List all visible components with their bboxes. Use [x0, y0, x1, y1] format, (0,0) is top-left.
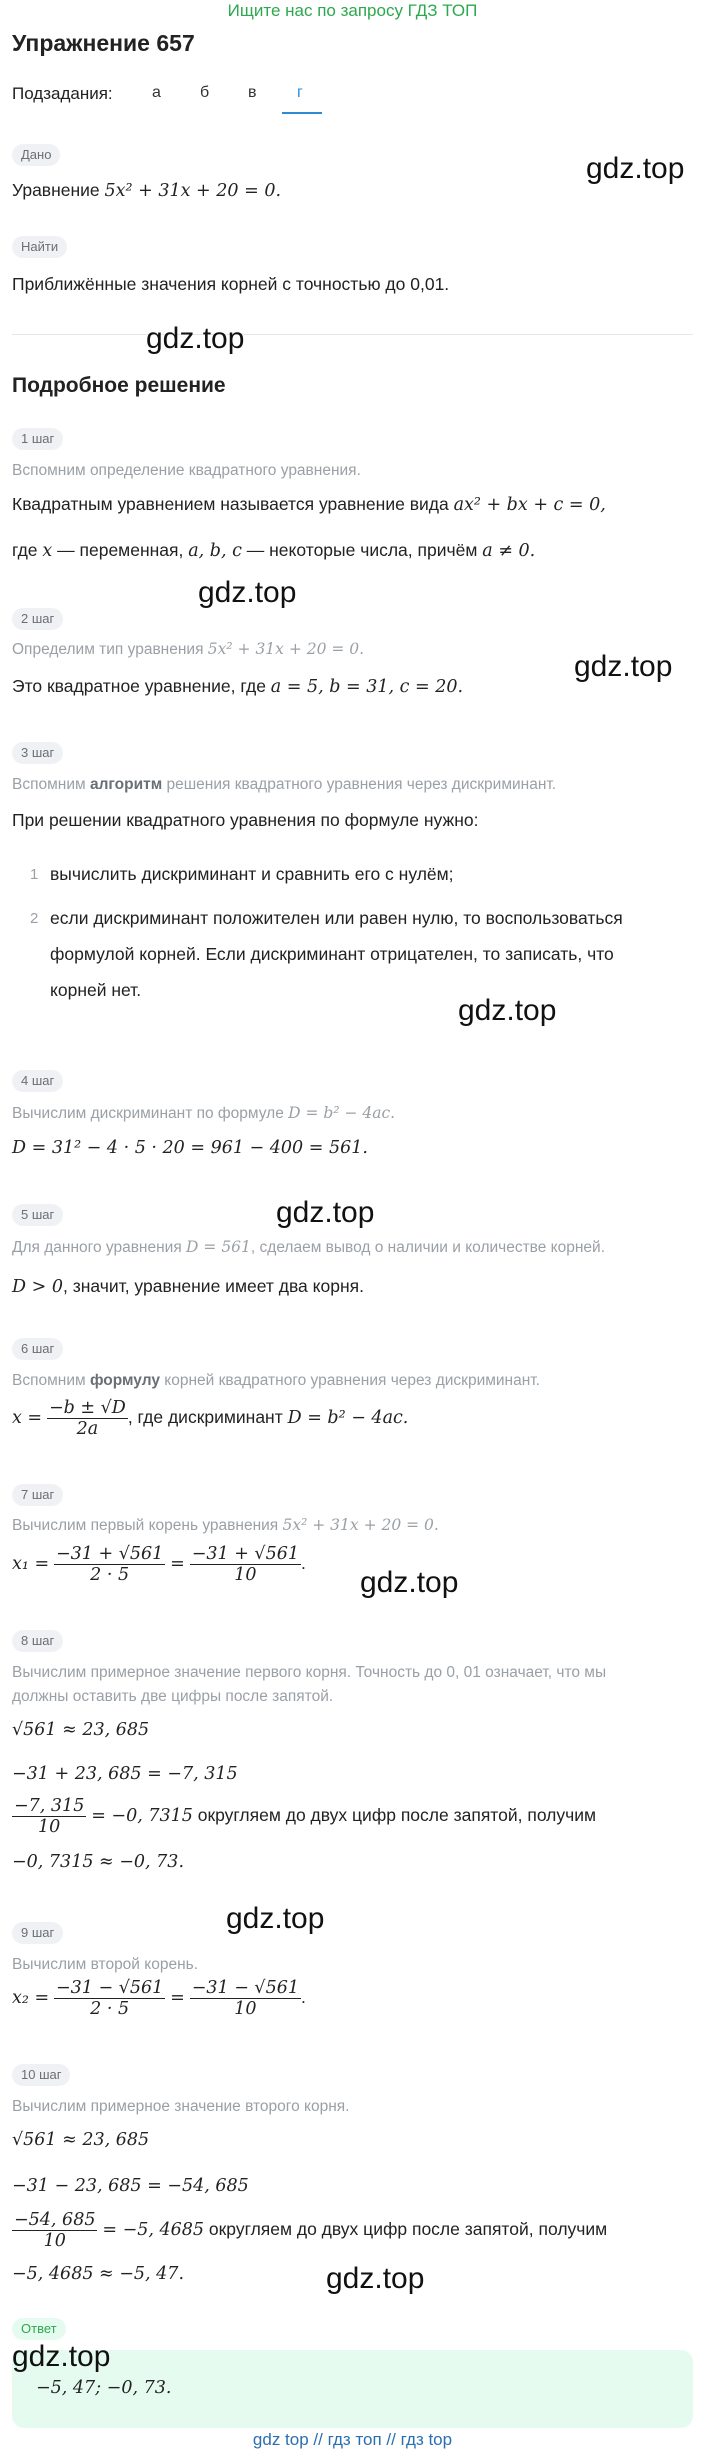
step-9-hint: Вычислим второй корень. — [12, 1956, 199, 1973]
t: где — [12, 540, 43, 560]
step-5-chip: 5 шаг — [12, 1204, 63, 1226]
list-item-1-text: вычислить дискриминант и сравнить его с нулём; — [50, 864, 454, 884]
den: 2 · 5 — [90, 1565, 130, 1585]
list-item-2-number: 2 — [30, 910, 39, 927]
step-9-formula — [12, 1978, 306, 2019]
watermark: gdz.top — [198, 576, 297, 609]
solution-title: Подробное решение — [12, 374, 226, 397]
t: , где дискриминант — [127, 1407, 288, 1428]
step-6-formula — [12, 1398, 408, 1439]
m: D = 561 — [186, 1238, 251, 1256]
t: Вычислим первый корень уравнения — [12, 1517, 283, 1534]
t: Это квадратное уравнение, где — [12, 676, 271, 696]
step-1-line1 — [12, 494, 606, 515]
m: = — [170, 1988, 185, 2009]
fraction — [54, 1978, 165, 2019]
m: x = — [12, 1408, 43, 1429]
den: 10 — [234, 1565, 257, 1585]
watermark: gdz.top — [12, 2340, 111, 2373]
footer-links[interactable]: gdz top // гдз топ // гдз top — [252, 2430, 453, 2449]
den: 10 — [43, 2231, 66, 2251]
list-item-2-line3: корней нет. — [50, 980, 142, 1000]
step-8-hint-2: должны оставить две цифры после запятой. — [12, 1688, 334, 1705]
fraction — [190, 1978, 301, 2019]
num: −31 − √561 — [191, 1978, 299, 1998]
subtasks-label: Подзадания: — [12, 84, 113, 103]
step-3-chip: 3 шаг — [12, 742, 63, 764]
m: = −0, 7315 — [91, 1806, 193, 1827]
find-text: Приближённые значения корней с точностью до 0,01. — [12, 274, 450, 294]
t: Вспомним — [12, 776, 90, 793]
step-10-line-4: −5, 4685 ≈ −5, 47. — [12, 2264, 185, 2284]
t: Для данного уравнения — [12, 1239, 187, 1256]
den: 10 — [38, 1817, 61, 1837]
fraction — [54, 1544, 165, 1585]
step-8-hint-1: Вычислим примерное значение первого корня. Точность до 0, 01 означает, что мы — [12, 1664, 607, 1681]
step-10-chip: 10 шаг — [12, 2064, 70, 2086]
m: = −5, 4685 — [102, 2220, 205, 2241]
given-equation: 5x² + 31x + 20 = 0. — [104, 181, 282, 201]
m: x₂ = — [12, 1988, 50, 2009]
step-2-chip: 2 шаг — [12, 608, 63, 630]
search-banner: Ищите нас по запросу ГДЗ ТОП — [227, 1, 478, 20]
list-item-1-number: 1 — [30, 866, 39, 883]
num: −31 + √561 — [191, 1544, 299, 1564]
watermark: gdz.top — [326, 2262, 425, 2295]
step-8-line-2: −31 + 23, 685 = −7, 315 — [12, 1764, 238, 1784]
step-2-hint — [12, 640, 364, 659]
step-1-line1-text: Квадратным уравнением называется уравнение вида — [12, 494, 454, 514]
step-3-hint — [12, 776, 556, 794]
t: корней квадратного уравнения через дискриминант. — [159, 1372, 540, 1389]
step-2-line — [12, 676, 463, 697]
step-4-chip: 4 шаг — [12, 1070, 63, 1092]
fraction — [12, 2210, 97, 2251]
step-1-line1-math: ax² + bx + c = 0, — [453, 495, 606, 515]
given-text — [12, 180, 281, 201]
t: решения квадратного уравнения через дискриминант. — [162, 776, 557, 793]
m: x₁ = — [12, 1554, 50, 1575]
watermark: gdz.top — [574, 650, 673, 683]
step-7-chip: 7 шаг — [12, 1484, 63, 1506]
t: . — [300, 1987, 306, 2008]
fraction — [12, 1796, 86, 1837]
t: Вычислим дискриминант по формуле — [12, 1105, 289, 1122]
step-10-line-3 — [12, 2210, 607, 2251]
num: −31 + √561 — [56, 1544, 164, 1564]
m: x — [42, 541, 53, 561]
tab-g[interactable]: г — [297, 84, 303, 101]
step-8-line-3 — [12, 1796, 596, 1837]
num: −31 − √561 — [56, 1978, 164, 1998]
page-title: Упражнение 657 — [12, 30, 195, 56]
step-10-line-1: √561 ≈ 23, 685 — [12, 2130, 150, 2150]
step-7-formula — [12, 1544, 306, 1585]
t: , значит, уравнение имеет два корня. — [62, 1276, 364, 1296]
given-chip: Дано — [12, 144, 60, 166]
m: 5x² + 31x + 20 = 0. — [207, 640, 365, 658]
tab-a[interactable]: а — [152, 84, 161, 101]
step-1-hint: Вспомним определение квадратного уравнения. — [12, 462, 361, 479]
step-3-intro: При решении квадратного уравнения по формуле нужно: — [12, 810, 479, 830]
watermark: gdz.top — [586, 152, 685, 185]
find-chip: Найти — [12, 236, 67, 258]
step-9-chip: 9 шаг — [12, 1922, 63, 1944]
given-prefix: Уравнение — [12, 180, 105, 200]
answer-chip: Ответ — [12, 2318, 66, 2340]
active-tab-indicator — [282, 112, 322, 114]
watermark: gdz.top — [146, 322, 245, 355]
answer-text: −5, 47; −0, 73. — [36, 2378, 172, 2398]
step-6-chip: 6 шаг — [12, 1338, 63, 1360]
watermark: gdz.top — [458, 994, 557, 1027]
step-4-hint — [12, 1104, 395, 1123]
watermark: gdz.top — [276, 1196, 375, 1229]
root-formula-fraction — [47, 1398, 128, 1439]
step-6-hint — [12, 1372, 540, 1390]
t: округляем до двух цифр после запятой, получим — [204, 2219, 608, 2240]
divider — [12, 334, 693, 335]
t: округляем до двух цифр после запятой, получим — [192, 1805, 597, 1826]
bold: формулу — [89, 1372, 160, 1389]
t: — переменная, — [52, 540, 189, 560]
bold: алгоритм — [89, 776, 163, 793]
tab-v[interactable]: в — [248, 84, 257, 101]
fraction — [190, 1544, 301, 1585]
m: D > 0 — [12, 1277, 63, 1297]
step-5-line — [12, 1276, 364, 1297]
m: a ≠ 0. — [482, 541, 536, 561]
step-5-hint — [12, 1238, 605, 1257]
watermark: gdz.top — [226, 1902, 325, 1935]
watermark: gdz.top — [360, 1566, 459, 1599]
step-1-chip: 1 шаг — [12, 428, 63, 450]
t: Определим тип уравнения — [12, 641, 208, 658]
m: a = 5, b = 31, c = 20. — [270, 677, 464, 697]
num: −7, 315 — [14, 1796, 85, 1816]
step-10-hint: Вычислим примерное значение второго корня. — [12, 2098, 350, 2115]
step-7-hint — [12, 1516, 439, 1535]
den: 2 · 5 — [90, 1999, 130, 2019]
t: Вспомним — [12, 1372, 90, 1389]
step-4-line: D = 31² − 4 · 5 · 20 = 961 − 400 = 561. — [12, 1138, 368, 1158]
t: — некоторые числа, причём — [241, 540, 483, 560]
m: D = b² − 4ac. — [287, 1408, 409, 1429]
list-item-2-line1: если дискриминант положителен или равен нулю, то воспользоваться — [50, 908, 623, 928]
num: −54, 685 — [14, 2210, 96, 2230]
m: D = b² − 4ac. — [288, 1104, 396, 1122]
den: 10 — [234, 1999, 257, 2019]
tab-b[interactable]: б — [200, 84, 210, 101]
m: 5x² + 31x + 20 = 0. — [282, 1516, 439, 1534]
step-10-line-2: −31 − 23, 685 = −54, 685 — [12, 2176, 249, 2196]
step-1-line2 — [12, 540, 535, 561]
m: a, b, c — [188, 541, 242, 561]
step-8-line-4: −0, 7315 ≈ −0, 73. — [12, 1852, 185, 1872]
list-item-2-line2: формулой корней. Если дискриминант отрицателен, то записать, что — [50, 944, 614, 964]
num: −b ± √D — [48, 1398, 126, 1418]
t: . — [300, 1553, 306, 1574]
step-8-chip: 8 шаг — [12, 1630, 63, 1652]
den: 2a — [76, 1419, 99, 1439]
step-8-line-1: √561 ≈ 23, 685 — [12, 1720, 150, 1740]
m: = — [170, 1554, 185, 1575]
t: , сделаем вывод о наличии и количестве корней. — [250, 1239, 606, 1256]
